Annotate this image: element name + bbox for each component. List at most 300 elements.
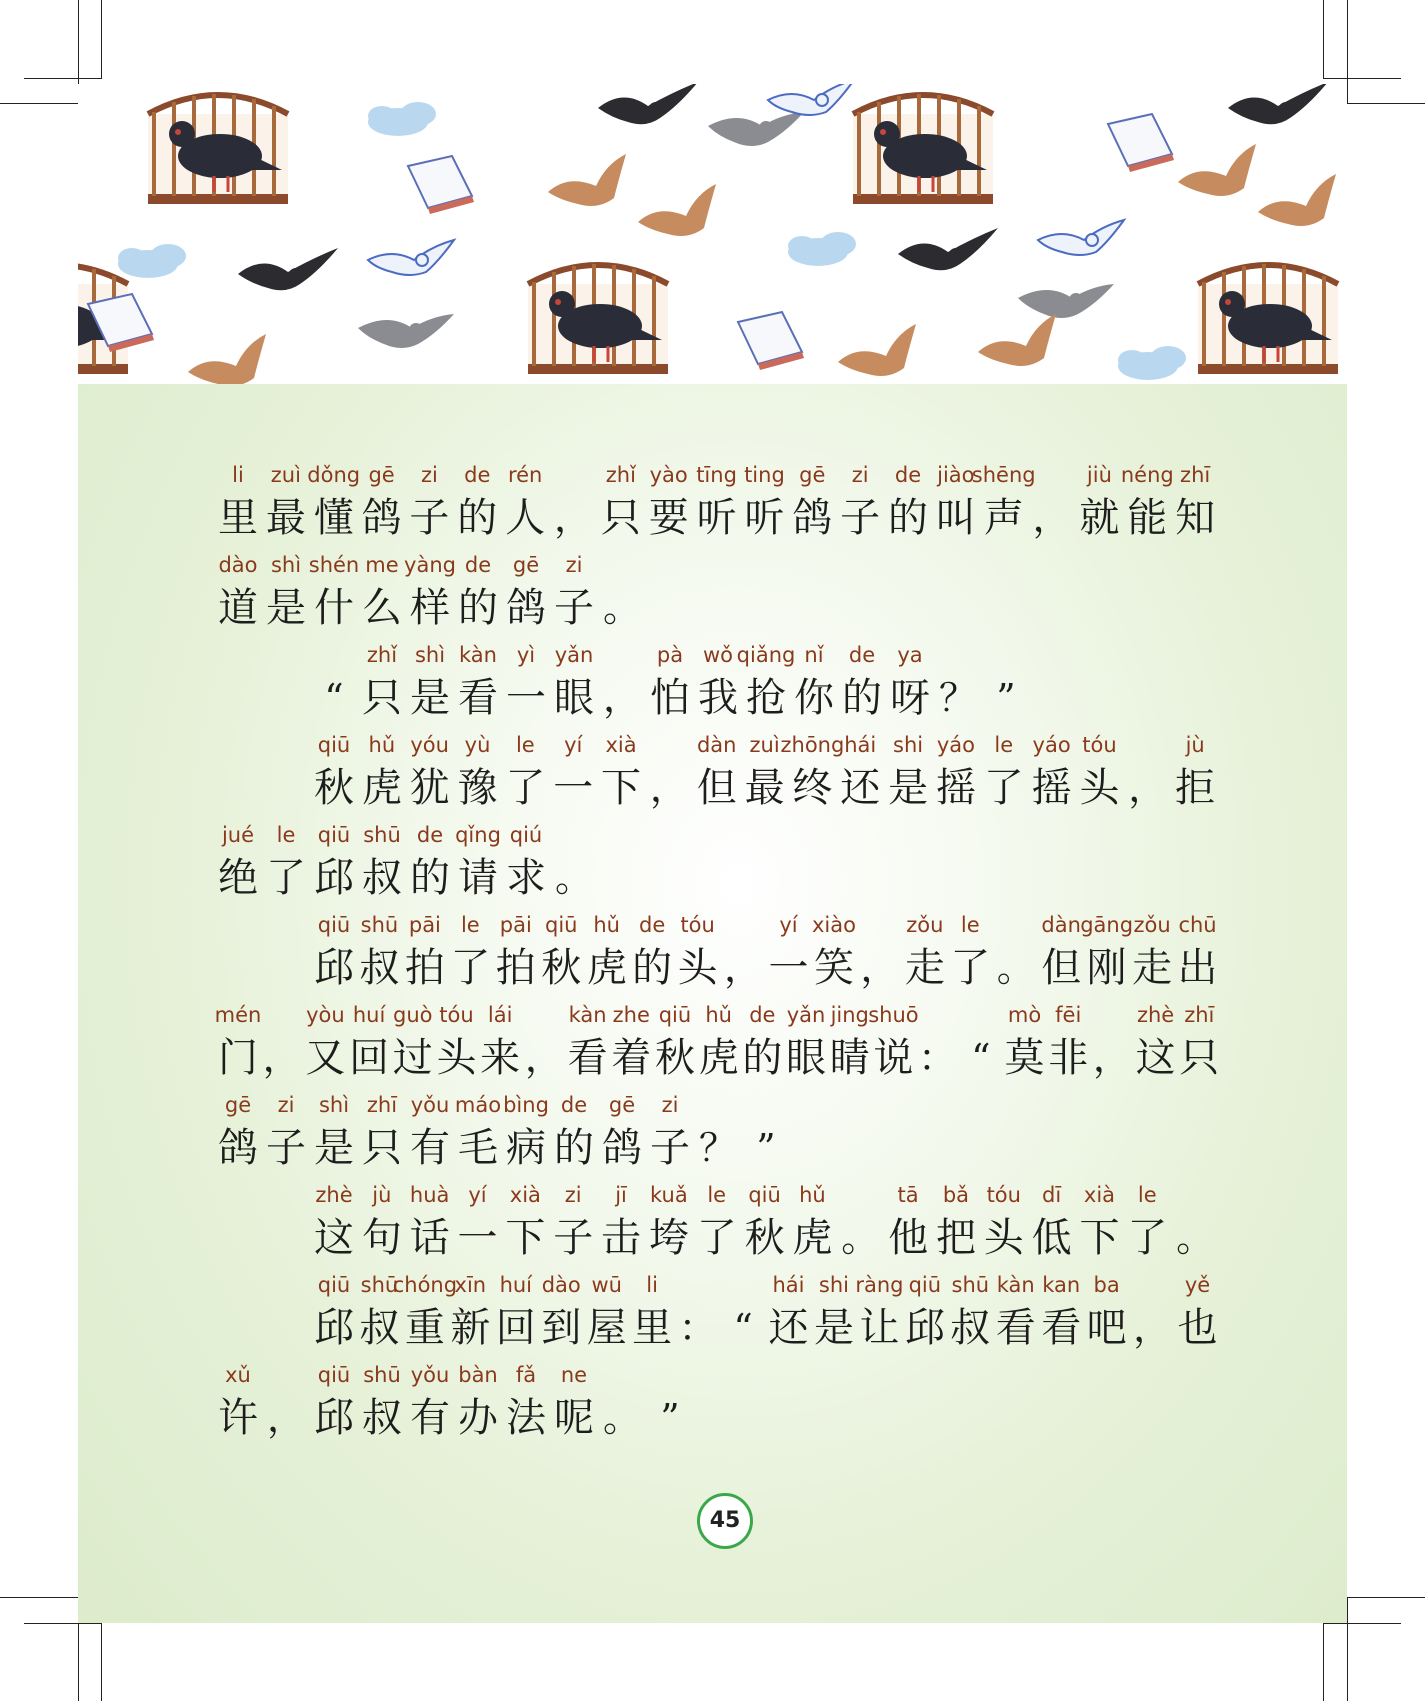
hanzi-character: 叔 <box>362 1395 402 1441</box>
punctuation-mark: ， <box>602 676 641 720</box>
pinyin-text: dǒng <box>307 463 361 487</box>
hanzi-character: 拍 <box>404 945 445 991</box>
hanzi-character: 你 <box>794 675 834 721</box>
hanzi-character: 秋 <box>314 765 354 811</box>
pinyin-text: zi <box>661 1093 679 1117</box>
pinyin-text: yàng <box>404 553 456 577</box>
crop-mark <box>0 1597 80 1598</box>
hanzi-character: 下 <box>505 1215 546 1261</box>
pinyin-text: le <box>1137 1183 1157 1207</box>
hanzi-character: 了 <box>696 1215 737 1261</box>
punctuation-mark: ， <box>1128 766 1167 810</box>
pinyin-text: shi <box>818 1273 849 1297</box>
text-line <box>78 1180 1347 1270</box>
pinyin-text: kàn <box>568 1003 607 1027</box>
book-page <box>78 84 1347 1623</box>
punctuation-mark: ？ <box>938 676 977 720</box>
pinyin-text: huà <box>409 1183 450 1207</box>
hanzi-character: 了 <box>450 945 491 991</box>
punctuation-mark: ， <box>553 496 592 540</box>
pinyin-text: tóu <box>680 913 715 937</box>
hanzi-character: 鸽 <box>361 495 402 541</box>
hanzi-character: 拍 <box>495 945 536 991</box>
hanzi-character: 一 <box>768 945 809 991</box>
pinyin-text: shi <box>893 733 924 757</box>
hanzi-character: 邱 <box>904 1305 945 1351</box>
pinyin-text: ràng <box>855 1273 904 1297</box>
syllable <box>1150 730 1240 816</box>
hanzi-character: 眼 <box>786 1035 827 1081</box>
hanzi-character: 最 <box>265 495 306 541</box>
pinyin-text: kan <box>1042 1273 1081 1297</box>
pinyin-text: shì <box>270 553 302 577</box>
hanzi-character: 的 <box>410 855 450 901</box>
pinyin-text: tā <box>897 1183 919 1207</box>
hanzi-character: 邱 <box>314 1305 354 1351</box>
pinyin-text: wǒ <box>702 643 734 667</box>
hanzi-character: 了 <box>950 945 991 991</box>
pinyin-text: gē <box>512 553 540 577</box>
pinyin-text: le <box>707 1183 727 1207</box>
pinyin-text: guò <box>393 1003 433 1027</box>
pinyin-text: zi <box>564 1183 582 1207</box>
pinyin-text: yǒu <box>410 1093 450 1117</box>
hanzi-character: 拒 <box>1175 765 1216 811</box>
pinyin-text: qiū <box>748 1183 781 1207</box>
pinyin-text: yí <box>468 1183 487 1207</box>
hanzi-character: 秋 <box>541 945 582 991</box>
crop-mark <box>1345 103 1425 104</box>
hanzi-character: 犹 <box>409 765 450 811</box>
hanzi-character: 还 <box>840 765 881 811</box>
hanzi-character: 击 <box>601 1215 642 1261</box>
pinyin-text: yáo <box>1032 733 1071 757</box>
pinyin-text: zi <box>851 463 869 487</box>
hanzi-character: 重 <box>404 1305 445 1351</box>
pinyin-text: zhī <box>1184 1003 1215 1027</box>
hanzi-character: 一 <box>457 1215 498 1261</box>
pinyin-text: pāi <box>499 913 532 937</box>
hanzi-character: 垮 <box>648 1215 689 1261</box>
hanzi-character: 是 <box>410 675 450 721</box>
hanzi-character: 屋 <box>586 1305 627 1351</box>
text-line <box>78 1270 1347 1360</box>
illustration-banner <box>78 84 1347 384</box>
hanzi-character: 一 <box>506 675 546 721</box>
pinyin-text: gāng <box>1080 913 1134 937</box>
hanzi-character: 到 <box>541 1305 582 1351</box>
pinyin-text: hái <box>844 733 877 757</box>
pinyin-text: zuì <box>270 463 301 487</box>
pinyin-text: qiū <box>545 913 578 937</box>
hanzi-character: 秋 <box>654 1035 695 1081</box>
pinyin-text: de <box>464 553 492 577</box>
pinyin-text: xià <box>509 1183 541 1207</box>
punctuation-mark: ” <box>660 1396 680 1440</box>
hanzi-character: 有 <box>410 1395 450 1441</box>
birdcage-icon <box>148 94 288 204</box>
hanzi-character: 走 <box>904 945 945 991</box>
pinyin-text: yòu <box>306 1003 345 1027</box>
pinyin-text: ting <box>744 463 785 487</box>
hanzi-character: 头 <box>677 945 718 991</box>
hanzi-character: 摇 <box>1031 765 1072 811</box>
pinyin-text: shū <box>360 1273 399 1297</box>
crop-mark <box>101 0 102 78</box>
pinyin-text: dàn <box>696 733 737 757</box>
pinyin-text: xīn <box>454 1273 487 1297</box>
pinyin-text: xǔ <box>225 1363 251 1387</box>
hanzi-character: 知 <box>1175 495 1216 541</box>
pinyin-text: shì <box>414 643 446 667</box>
punctuation-mark: 。 <box>1176 1216 1215 1260</box>
pinyin-text: qiǎng <box>736 643 796 667</box>
pinyin-text: bǎ <box>942 1183 970 1207</box>
hanzi-character: 许 <box>218 1395 258 1441</box>
hanzi-character: 求 <box>506 855 546 901</box>
pinyin-text: jī <box>615 1183 627 1207</box>
pinyin-text: hǔ <box>799 1183 826 1207</box>
pinyin-text: li <box>646 1273 658 1297</box>
hanzi-character: 叔 <box>362 855 402 901</box>
pinyin-text: yǎn <box>554 643 594 667</box>
pinyin-text: de <box>560 1093 588 1117</box>
crop-mark <box>1323 0 1324 78</box>
hanzi-character: 摇 <box>935 765 976 811</box>
pinyin-text: kuǎ <box>650 1183 688 1207</box>
hanzi-character: 看 <box>995 1305 1036 1351</box>
hanzi-character: 么 <box>362 585 402 631</box>
pinyin-text: gē <box>799 463 826 487</box>
hanzi-character: 非 <box>1048 1035 1089 1081</box>
hanzi-character: 头 <box>983 1215 1024 1261</box>
hanzi-character: 过 <box>392 1035 433 1081</box>
hanzi-character: 的 <box>888 495 928 541</box>
punctuation-mark: ， <box>649 766 688 810</box>
hanzi-character: 是 <box>888 765 929 811</box>
hanzi-character: 呢 <box>554 1395 594 1441</box>
hanzi-character: 虎 <box>792 1215 833 1261</box>
pinyin-text: yě <box>1184 1273 1211 1297</box>
punctuation-mark: ， <box>262 1036 301 1080</box>
pinyin-text: de <box>639 913 666 937</box>
punctuation-mark: ， <box>524 1036 563 1080</box>
hanzi-character: 头 <box>1079 765 1120 811</box>
pinyin-text: mò <box>1007 1003 1042 1027</box>
hanzi-character: 他 <box>888 1215 929 1261</box>
pinyin-text: hǔ <box>705 1003 732 1027</box>
pinyin-text: zǒu <box>1133 913 1171 937</box>
pinyin-text: lái <box>487 1003 513 1027</box>
punctuation-mark: ？ <box>698 1126 737 1170</box>
pinyin-text: qiū <box>908 1273 942 1297</box>
hanzi-character: 了 <box>266 855 306 901</box>
pinyin-text: dī <box>1042 1183 1062 1207</box>
hanzi-character: 的 <box>742 1035 783 1081</box>
pinyin-text: yǎn <box>786 1003 826 1027</box>
pinyin-text: zi <box>565 553 583 577</box>
pinyin-text: shū <box>363 823 401 847</box>
pinyin-text: gē <box>608 1093 636 1117</box>
pinyin-text: chū <box>1178 913 1217 937</box>
hanzi-character: 能 <box>1127 495 1168 541</box>
crop-mark <box>0 103 80 104</box>
hanzi-character: 最 <box>744 765 785 811</box>
hanzi-character: 法 <box>506 1395 546 1441</box>
pinyin-text: néng <box>1120 463 1174 487</box>
pinyin-text: zhī <box>1180 463 1211 487</box>
punctuation-mark: ， <box>1032 496 1071 540</box>
pinyin-text: xià <box>605 733 637 757</box>
text-line <box>78 820 1347 910</box>
hanzi-character: 看 <box>567 1035 608 1081</box>
pinyin-text: rén <box>507 463 543 487</box>
hanzi-character: 毛 <box>458 1125 498 1171</box>
hanzi-character: 有 <box>410 1125 450 1171</box>
hanzi-character: 听 <box>696 495 737 541</box>
punctuation-mark: ， <box>266 1396 305 1440</box>
text-line <box>78 640 1347 730</box>
pinyin-text: kàn <box>996 1273 1035 1297</box>
hanzi-character: 让 <box>859 1305 900 1351</box>
pinyin-text: mén <box>214 1003 262 1027</box>
pinyin-text: zhī <box>366 1093 398 1117</box>
hanzi-character: 还 <box>768 1305 809 1351</box>
hanzi-character: 的 <box>458 585 498 631</box>
pinyin-text: yù <box>464 733 491 757</box>
hanzi-character: 这 <box>314 1215 354 1261</box>
syllable <box>1154 1000 1244 1086</box>
hanzi-character: 什 <box>314 585 354 631</box>
crop-mark <box>1323 78 1401 79</box>
pinyin-text: shuō <box>868 1003 919 1027</box>
hanzi-character: 鸽 <box>218 1125 258 1171</box>
hanzi-character: 一 <box>553 765 594 811</box>
pinyin-text: tīng <box>696 463 737 487</box>
page-number: 45 <box>697 1493 753 1549</box>
hanzi-character: 叔 <box>359 1305 400 1351</box>
hanzi-character: 抢 <box>746 675 786 721</box>
hanzi-character: 鸽 <box>792 495 833 541</box>
pinyin-text: de <box>464 463 491 487</box>
crop-mark <box>101 1623 102 1701</box>
punctuation-mark: 。 <box>602 1396 641 1440</box>
punctuation-mark: ” <box>756 1126 776 1170</box>
hanzi-character: 鸽 <box>602 1125 642 1171</box>
pinyin-text: ne <box>560 1363 588 1387</box>
hanzi-character: 只 <box>600 495 641 541</box>
text-line <box>78 550 1347 640</box>
hanzi-character: 就 <box>1079 495 1120 541</box>
punctuation-mark: 。 <box>602 586 641 630</box>
pinyin-text: zhè <box>315 1183 353 1207</box>
hanzi-character: 看 <box>1041 1305 1082 1351</box>
hanzi-character: 虎 <box>361 765 402 811</box>
hanzi-character: 回 <box>495 1305 536 1351</box>
hanzi-character: 办 <box>458 1395 498 1441</box>
pinyin-text: jù <box>1185 733 1205 757</box>
pinyin-text: zi <box>277 1093 295 1117</box>
hanzi-character: 句 <box>361 1215 402 1261</box>
hanzi-character: 子 <box>266 1125 306 1171</box>
pinyin-text: shēng <box>971 463 1036 487</box>
hanzi-character: 子 <box>553 1215 594 1261</box>
pinyin-text: gē <box>224 1093 252 1117</box>
hanzi-character: 豫 <box>457 765 498 811</box>
pinyin-text: pà <box>656 643 684 667</box>
pinyin-text: yóu <box>410 733 449 757</box>
hanzi-character: 吧 <box>1086 1305 1127 1351</box>
hanzi-character: 子 <box>650 1125 690 1171</box>
hanzi-character: 请 <box>458 855 498 901</box>
hanzi-character: 但 <box>1041 945 1082 991</box>
pinyin-text: yí <box>564 733 583 757</box>
hanzi-character: 子 <box>409 495 450 541</box>
pinyin-text: yí <box>779 913 798 937</box>
pinyin-text: jing <box>830 1003 869 1027</box>
punctuation-mark: 。 <box>554 856 593 900</box>
hanzi-character: 的 <box>457 495 498 541</box>
hanzi-character: 也 <box>1177 1305 1218 1351</box>
hanzi-character: 眼 <box>554 675 594 721</box>
pinyin-text: nǐ <box>804 643 824 667</box>
hanzi-character: 了 <box>1127 1215 1168 1261</box>
pinyin-text: tóu <box>986 1183 1021 1207</box>
pinyin-text: le <box>276 823 296 847</box>
text-line <box>78 910 1347 1000</box>
crop-mark <box>1345 1597 1425 1598</box>
pinyin-text: yǒu <box>410 1363 450 1387</box>
pinyin-text: huí <box>352 1003 386 1027</box>
hanzi-character: 下 <box>1079 1215 1120 1261</box>
pinyin-text: jiào <box>937 463 975 487</box>
pinyin-text: jué <box>221 823 255 847</box>
hanzi-character: 新 <box>450 1305 491 1351</box>
punctuation-mark: ， <box>1133 1306 1172 1350</box>
pinyin-text: ba <box>1093 1273 1120 1297</box>
crop-mark <box>1347 1597 1348 1701</box>
pinyin-text: shū <box>951 1273 990 1297</box>
hanzi-character: 笑 <box>813 945 854 991</box>
hanzi-character: 下 <box>601 765 642 811</box>
pinyin-text: bìng <box>503 1093 549 1117</box>
pinyin-text: yào <box>649 463 688 487</box>
hanzi-character: 头 <box>436 1035 477 1081</box>
punctuation-mark: ： <box>678 1306 717 1350</box>
hanzi-character: 邱 <box>314 1395 354 1441</box>
hanzi-character: 来 <box>480 1035 521 1081</box>
pinyin-text: le <box>994 733 1014 757</box>
text-line <box>78 1360 1347 1450</box>
pinyin-text: bàn <box>458 1363 498 1387</box>
pinyin-text: huí <box>499 1273 533 1297</box>
hanzi-character: 我 <box>698 675 738 721</box>
hanzi-character: 声 <box>983 495 1024 541</box>
pinyin-text: jù <box>372 1183 392 1207</box>
punctuation-mark: ， <box>1092 1036 1131 1080</box>
pinyin-text: hǔ <box>593 913 620 937</box>
pinyin-text: de <box>416 823 444 847</box>
hanzi-character: 刚 <box>1086 945 1127 991</box>
pinyin-text: le <box>515 733 535 757</box>
pinyin-text: hái <box>772 1273 805 1297</box>
hanzi-character: 门 <box>218 1035 258 1081</box>
hanzi-character: 邱 <box>314 855 354 901</box>
hanzi-character: 是 <box>314 1125 354 1171</box>
pinyin-text: de <box>848 643 876 667</box>
pinyin-text: qiū <box>658 1003 692 1027</box>
hanzi-character: 终 <box>792 765 833 811</box>
hanzi-character: 懂 <box>313 495 354 541</box>
punctuation-mark: 。 <box>996 946 1035 990</box>
hanzi-character: 的 <box>842 675 882 721</box>
hanzi-character: 秋 <box>744 1215 785 1261</box>
pinyin-text: qiū <box>317 733 351 757</box>
hanzi-character: 叔 <box>359 945 400 991</box>
hanzi-character: 低 <box>1031 1215 1072 1261</box>
pinyin-text: máo <box>454 1093 502 1117</box>
hanzi-character: 病 <box>506 1125 546 1171</box>
hanzi-character: 邱 <box>314 945 354 991</box>
punctuation-mark: “ <box>971 1036 991 1080</box>
punctuation-mark: ” <box>996 676 1016 720</box>
pinyin-text: le <box>460 913 480 937</box>
hanzi-character: 要 <box>648 495 689 541</box>
hanzi-character: 但 <box>696 765 737 811</box>
hanzi-character: 回 <box>349 1035 390 1081</box>
punctuation-mark: 。 <box>841 1216 880 1260</box>
pinyin-text: qǐng <box>455 823 501 847</box>
hanzi-character: 怕 <box>650 675 690 721</box>
pinyin-text: qiū <box>317 1273 351 1297</box>
hanzi-character: 了 <box>983 765 1024 811</box>
text-line <box>78 460 1347 550</box>
hanzi-character: 叫 <box>935 495 976 541</box>
pinyin-text: tóu <box>1082 733 1117 757</box>
pinyin-text: chóng <box>392 1273 458 1297</box>
hanzi-character: 只 <box>1179 1035 1220 1081</box>
pinyin-text: dào <box>541 1273 581 1297</box>
pinyin-text: zhe <box>612 1003 650 1027</box>
pinyin-text: zhōng <box>780 733 845 757</box>
pinyin-text: dào <box>218 553 258 577</box>
hanzi-character: 的 <box>554 1125 594 1171</box>
hanzi-character: 出 <box>1177 945 1218 991</box>
pinyin-text: dàn <box>1041 913 1081 937</box>
hanzi-character: 只 <box>362 1125 402 1171</box>
hanzi-character: 人 <box>505 495 546 541</box>
punctuation-mark: ： <box>918 1036 957 1080</box>
hanzi-character: 子 <box>840 495 881 541</box>
hanzi-character: 鸽 <box>506 585 546 631</box>
pinyin-text: qiú <box>509 823 543 847</box>
hanzi-character: 看 <box>458 675 498 721</box>
crop-mark <box>1323 1623 1324 1701</box>
pinyin-text: zi <box>420 463 438 487</box>
hanzi-character: 虎 <box>698 1035 739 1081</box>
hanzi-character: 莫 <box>1004 1035 1045 1081</box>
hanzi-character: 又 <box>305 1035 346 1081</box>
pinyin-text: shū <box>360 913 399 937</box>
crop-mark <box>1323 1623 1401 1624</box>
punctuation-mark: ， <box>860 946 899 990</box>
pinyin-text: fēi <box>1055 1003 1082 1027</box>
punctuation-mark: “ <box>324 676 344 720</box>
hanzi-character: 绝 <box>218 855 258 901</box>
pinyin-text: shén <box>308 553 360 577</box>
hanzi-character: 叔 <box>950 1305 991 1351</box>
pinyin-text: qiū <box>317 823 351 847</box>
